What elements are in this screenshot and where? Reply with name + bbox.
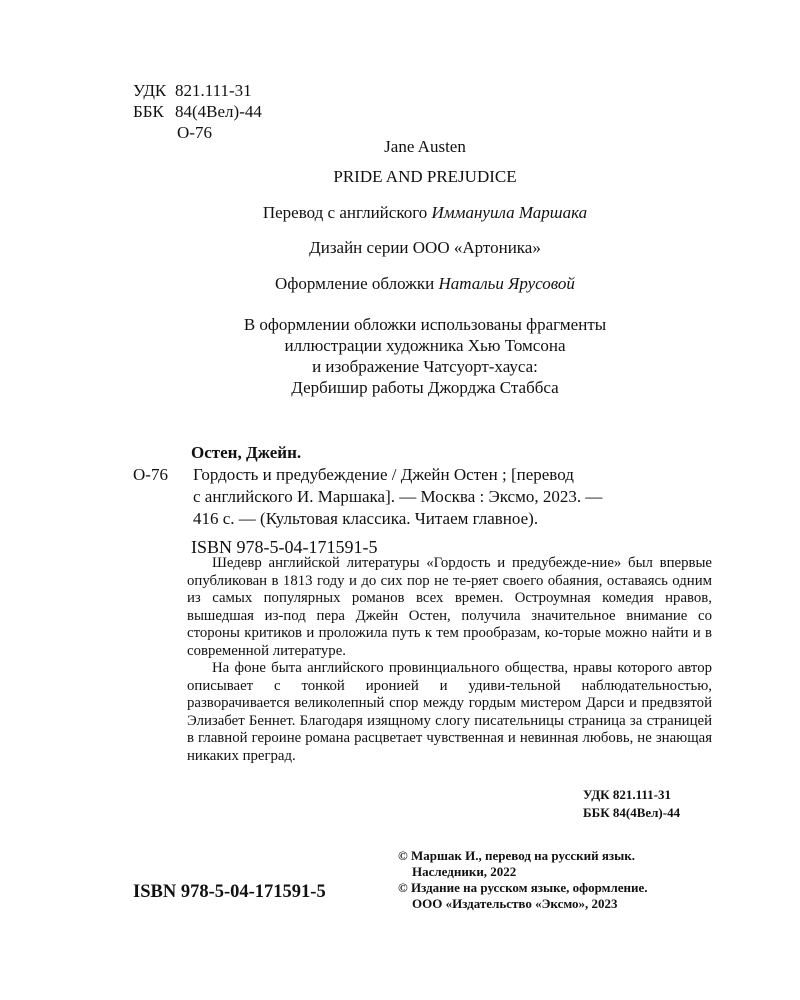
- copyright-line: © Маршак И., перевод на русский язык.: [398, 848, 635, 863]
- abstract-paragraph: На фоне быта английского провинциального общества, нравы которого автор описывает с тонкой иронией и удиви-тельной наблюдательностью, разворачивается великолепный спор между гордым мистером Дарси и предвзятой Элизабет Беннет. Благодаря изящному слогу писательницы страница за страницей в главной героине романа расцветает чувственная и невинная любовь, не знающая никаких преград.: [187, 660, 712, 764]
- udk-value: 821.111-31: [175, 81, 252, 100]
- entry-line: с английского И. Маршака]. — Москва : Эксмо, 2023. —: [193, 487, 603, 506]
- bbk-row: [133, 101, 262, 122]
- translator-name: Иммануила Маршака: [431, 203, 588, 222]
- abstract: [187, 555, 712, 765]
- copyright-line: ООО «Издательство «Эксмо», 2023: [412, 896, 618, 911]
- cover-note-line: и изображение Чатсуорт-хауса:: [312, 357, 538, 376]
- entry-line: 416 с. — (Культовая классика. Читаем главное).: [193, 509, 539, 528]
- cover-designer: Натальи Ярусовой: [438, 274, 575, 293]
- author-mark: О-76: [177, 123, 212, 142]
- bbk-value: 84(4Вел)-44: [175, 102, 262, 121]
- original-author: Jane Austen: [384, 137, 466, 156]
- small-bbk: ББК 84(4Вел)-44: [583, 805, 681, 820]
- isbn-bottom: ISBN 978-5-04-171591-5: [133, 882, 326, 902]
- small-udk: УДК 821.111-31: [583, 787, 671, 802]
- cover-credit: [0, 274, 800, 294]
- udk-row: [133, 80, 262, 101]
- entry-isbn: ISBN 978-5-04-171591-5: [191, 537, 378, 557]
- series-design-credit: Дизайн серии ООО «Артоника»: [309, 238, 541, 257]
- translation-credit: [0, 203, 800, 223]
- entry-author: Остен, Джейн.: [191, 443, 302, 462]
- copyright-block: [398, 848, 648, 912]
- cover-note-line: Дербишир работы Джорджа Стаббса: [291, 378, 559, 397]
- cover-note-line: В оформлении обложки использованы фрагменты: [243, 315, 607, 334]
- small-classification-codes: [583, 786, 680, 822]
- catalog-entry: [133, 442, 602, 558]
- translation-prefix: Перевод с английского: [262, 203, 428, 222]
- copyright-line: © Издание на русском языке, оформление.: [398, 880, 648, 895]
- udk-label: УДК: [133, 81, 167, 100]
- copyright-line: Наследники, 2022: [412, 864, 517, 879]
- cover-note: [0, 314, 800, 398]
- entry-line: Гордость и предубеждение / Джейн Остен ; [перевод: [193, 465, 574, 484]
- bbk-label: ББК: [133, 102, 164, 121]
- cover-note-line: иллюстрации художника Хью Томсона: [284, 336, 566, 355]
- entry-mark: О-76: [133, 465, 168, 484]
- original-title: PRIDE AND PREJUDICE: [333, 167, 517, 186]
- cover-prefix: Оформление обложки: [275, 274, 435, 293]
- classification-codes: [133, 80, 262, 143]
- abstract-paragraph: Шедевр английской литературы «Гордость и предубежде-ние» был впервые опубликован в 1813 году и до сих пор не те-ряет своего обаяния, оставаясь одним из самых популярных романов всех времен. Остроумная комедия нравов, вышедшая из-под пера Джейн Остен, получила значительное внимание со стороны критиков и проложила путь к тем прообразам, ко-торые можно найти и в современной литературе.: [187, 555, 712, 659]
